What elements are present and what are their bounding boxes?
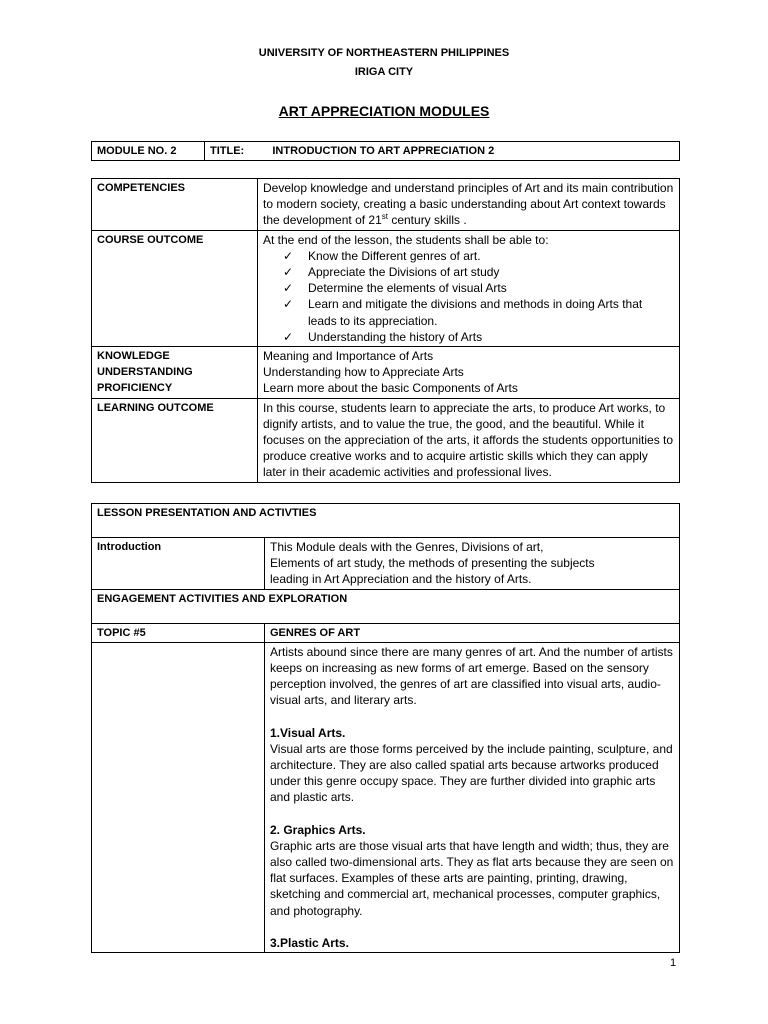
check-icon: ✓	[283, 281, 294, 296]
list-item: ✓ Know the Different genres of art.	[283, 248, 481, 263]
university-name: UNIVERSITY OF NORTHEASTERN PHILIPPINES	[258, 47, 510, 59]
knowledge-label: KNOWLEDGE	[97, 350, 170, 363]
competency-table	[91, 178, 680, 483]
check-icon: ✓	[283, 329, 294, 344]
kup-labels	[92, 347, 258, 399]
university-city: IRIGA CITY	[354, 66, 414, 78]
lesson-table	[91, 503, 680, 953]
module-title-label: TITLE:	[210, 145, 245, 157]
section-visual-arts	[270, 725, 674, 806]
page-number: 1	[670, 957, 677, 969]
learning-outcome-text: In this course, students learn to appreciate the arts, to produce Art works, to dignify artists, and to value the true, the good, and the beautiful. While it focuses on the appreciation of the arts, it affords the students opportunities to produce creative works and to acquire artistic skills which they can apply later in their academic activities and professional lives.	[258, 398, 680, 482]
understanding-label: UNDERSTANDING	[97, 366, 193, 379]
list-item: ✓ Appreciate the Divisions of art study	[283, 265, 500, 280]
introduction-text: This Module deals with the Genres, Divisions of art, Elements of art study, the methods of presenting the subjects leading in Art Appreciation and the history of Arts.	[265, 538, 680, 590]
check-icon: ✓	[283, 248, 294, 263]
kup-values	[258, 347, 680, 399]
course-outcome-intro: At the end of the lesson, the students shall be able to:	[263, 232, 549, 247]
learning-outcome-label: LEARNING OUTCOME	[92, 398, 258, 482]
section-title: 3.Plastic Arts.	[270, 935, 349, 950]
section-graphics-arts	[270, 822, 674, 919]
module-title-value: INTRODUCTION TO ART APPRECIATION 2	[272, 145, 495, 157]
check-icon: ✓	[283, 265, 294, 280]
competencies-label: COMPETENCIES	[92, 179, 258, 231]
knowledge-value: Meaning and Importance of Arts	[263, 349, 434, 364]
proficiency-value: Learn more about the basic Components of Arts	[263, 381, 518, 396]
topic-content	[265, 642, 680, 952]
module-number: MODULE NO. 2	[92, 142, 205, 161]
section-plastic-arts	[270, 935, 674, 951]
section-body: Visual arts are those forms perceived by the include painting, sculpture, and architecture. They are also called spatial arts because artworks produced under this genre occupy space. They are further divided into graphic arts and plastic arts.	[270, 741, 673, 805]
understanding-value: Understanding how to Appreciate Arts	[263, 365, 464, 380]
topic-label: TOPIC #5	[92, 623, 265, 642]
course-outcome-label: COURSE OUTCOME	[92, 230, 258, 346]
module-header-table	[91, 141, 680, 161]
list-item: ✓ Learn and mitigate the divisions and methods in doing Arts that leads to its appreciation.	[283, 297, 643, 328]
engagement-heading: ENGAGEMENT ACTIVITIES AND EXPLORATION	[92, 589, 680, 623]
section-title: 2. Graphics Arts.	[270, 822, 366, 837]
proficiency-label: PROFICIENCY	[97, 382, 173, 395]
list-item: ✓ Understanding the history of Arts	[283, 329, 483, 344]
topic-intro: Artists abound since there are many genres of art. And the number of artists keeps on increasing as new forms of art emerge. Based on the sensory perception involved, the genres of art are classified into visual arts, audio-visual arts, and literary arts.	[270, 644, 673, 708]
competencies-text: Develop knowledge and understand principles of Art and its main contribution to modern society, creating a basic understanding about Art context towards the development of 21st century skills .	[258, 179, 680, 231]
section-body: Graphic arts are those visual arts that have length and width; thus, they are also called two-dimensional arts. They as flat arts because they are seen on flat surfaces. Examples of these arts are painting, printing, drawing, sketching and commercial art, mechanical processes, computer graphics, and photography.	[270, 838, 674, 918]
list-item: ✓ Determine the elements of visual Arts	[283, 281, 507, 296]
check-icon: ✓	[283, 297, 294, 312]
module-title-cell	[205, 142, 680, 161]
course-outcome-content	[258, 230, 680, 346]
topic-empty-cell	[92, 642, 265, 952]
introduction-label: Introduction	[92, 538, 265, 590]
document-title: ART APPRECIATION MODULES	[278, 103, 490, 119]
lesson-heading: LESSON PRESENTATION AND ACTIVTIES	[92, 504, 680, 538]
course-outcome-list	[263, 248, 674, 345]
topic-title: GENRES OF ART	[265, 623, 680, 642]
section-title: 1.Visual Arts.	[270, 725, 346, 740]
